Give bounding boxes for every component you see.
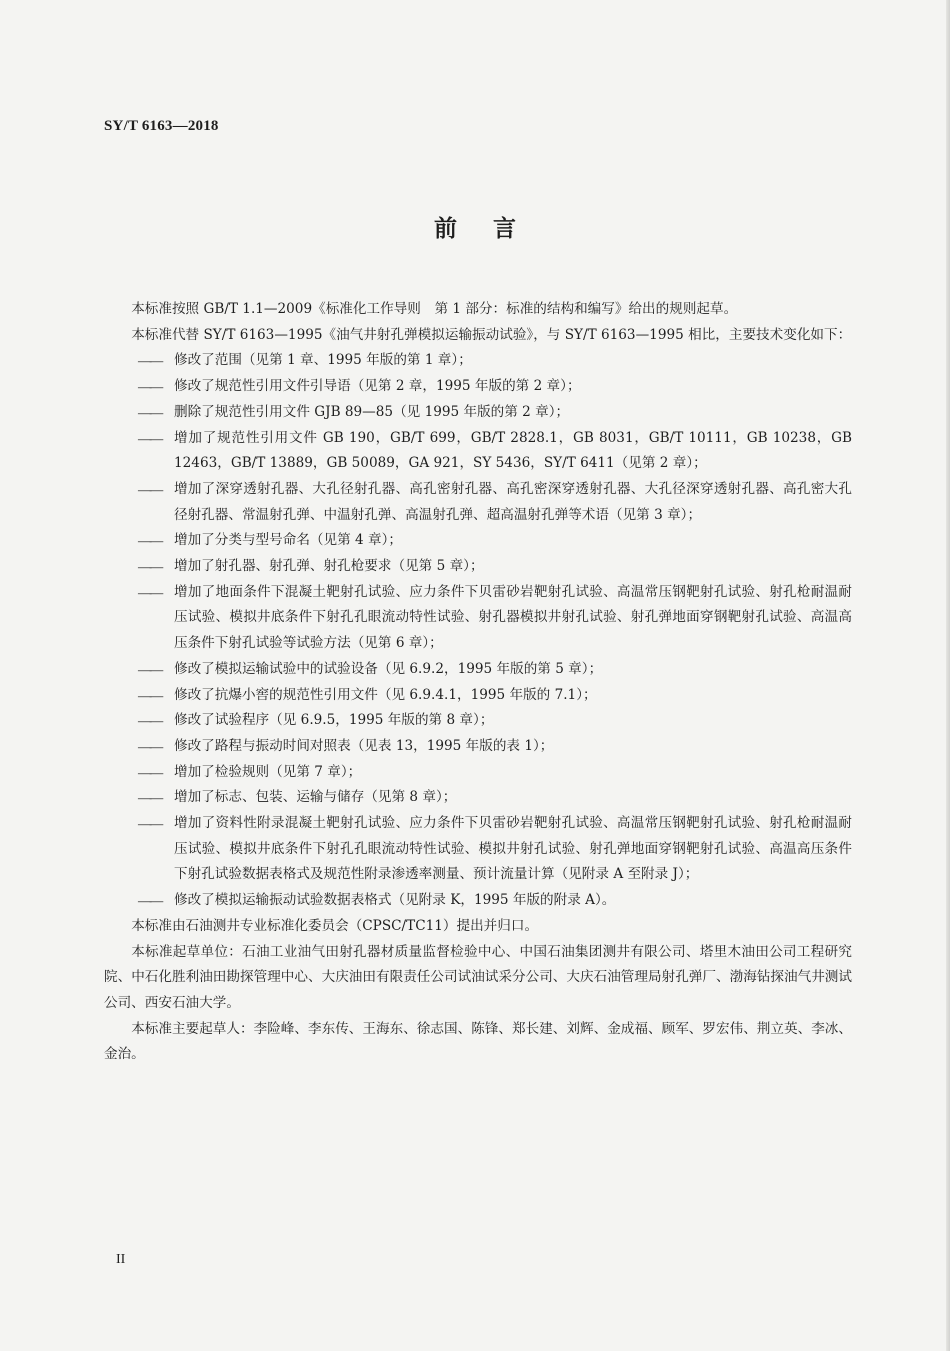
paragraph: 本标准按照 GB/T 1.1—2009《标准化工作导则 第 1 部分：标准的结构和编写》给出的规则起草。: [131, 301, 738, 317]
page-title: 前言: [434, 216, 552, 242]
list-item: —— 修改了规范性引用文件引导语（见第 2 章，1995 年版的第 2 章）；: [104, 374, 852, 400]
list-item: —— 修改了范围（见第 1 章、1995 年版的第 1 章）；: [104, 348, 852, 374]
list-item: —— 增加了标志、包装、运输与储存（见第 8 章）；: [104, 785, 852, 811]
list-item: —— 修改了抗爆小窖的规范性引用文件（见 6.9.4.1，1995 年版的 7.1）；: [104, 683, 852, 709]
dash-marker: ——: [138, 533, 162, 549]
list-item: —— 增加了射孔器、射孔弹、射孔枪要求（见第 5 章）；: [104, 554, 852, 580]
dash-marker: ——: [138, 816, 162, 832]
page-number: II: [116, 1252, 126, 1267]
dash-marker: ——: [138, 559, 162, 575]
paragraph: 本标准起草单位：石油工业油气田射孔器材质量监督检验中心、中国石油集团测井有限公司、塔里木油田公司工程研究院、中石化胜利油田勘探管理中心、大庆油田有限责任公司试油试采分公司、大庆石油管理局射孔弹厂、渤海钻探油气井测试公司、西安石油大学。: [104, 943, 852, 1011]
list-item: —— 删除了规范性引用文件 GJB 89—85（见 1995 年版的第 2 章）；: [104, 400, 852, 426]
scan-edge-shadow: [946, 0, 950, 1351]
list-item: —— 增加了资料性附录混凝土靶射孔试验、应力条件下贝雷砂岩靶射孔试验、高温常压钢靶射孔试验、射孔枪耐温耐压试验、模拟井底条件下射孔孔眼流动特性试验、模拟井射孔试验、射孔弹地面穿钢靶射孔试验、高温高压条件下射孔试验数据表格式及规范性附录渗透率测量、预计流量计算（见附录 A 至附录 J）；: [104, 811, 852, 888]
dash-marker: ——: [138, 379, 162, 395]
dash-marker: ——: [138, 661, 162, 677]
dash-marker: ——: [138, 584, 162, 600]
dash-marker: ——: [138, 893, 162, 909]
dash-marker: ——: [138, 790, 162, 806]
standard-code: SY/T 6163—2018: [104, 118, 219, 134]
dash-marker: ——: [138, 738, 162, 754]
dash-marker: ——: [138, 687, 162, 703]
dash-marker: ——: [138, 481, 162, 497]
list-item: —— 修改了路程与振动时间对照表（见表 13，1995 年版的表 1）；: [104, 734, 852, 760]
dash-marker: ——: [138, 764, 162, 780]
change-list: [104, 348, 852, 913]
paragraph: 本标准主要起草人：李险峰、李东传、王海东、徐志国、陈锋、郑长建、刘辉、金成福、顾军、罗宏伟、荆立英、李冰、金治。: [104, 1020, 852, 1063]
dash-marker: ——: [138, 713, 162, 729]
list-item: —— 增加了地面条件下混凝土靶射孔试验、应力条件下贝雷砂岩靶射孔试验、高温常压钢靶射孔试验、射孔枪耐温耐压试验、模拟井底条件下射孔孔眼流动特性试验、射孔器模拟井射孔试验、射孔弹地面穿钢靶射孔试验、高温高压条件下射孔试验等试验方法（见第 6 章）；: [104, 580, 852, 657]
paragraph: 本标准由石油测井专业标准化委员会（CPSC/TC11）提出并归口。: [131, 917, 539, 934]
list-item: —— 增加了深穿透射孔器、大孔径射孔器、高孔密射孔器、高孔密深穿透射孔器、大孔径深穿透射孔器、高孔密大孔径射孔器、常温射孔弹、中温射孔弹、高温射孔弹、超高温射孔弹等术语（见第 3 章）；: [104, 477, 852, 528]
list-item: —— 增加了规范性引用文件 GB 190，GB/T 699，GB/T 2828.1，GB 8031，GB/T 10111，GB 10238，GB 12463，GB/T 13889，GB 50089，GA 921，SY 5436，SY/T 6411（见第 2 章）；: [104, 426, 852, 477]
dash-marker: ——: [138, 404, 162, 420]
list-item: —— 修改了模拟运输试验中的试验设备（见 6.9.2，1995 年版的第 5 章）；: [104, 657, 852, 683]
dash-marker: ——: [138, 430, 162, 446]
foreword-body: [104, 297, 852, 1068]
dash-marker: ——: [138, 353, 162, 369]
list-item: —— 修改了试验程序（见 6.9.5，1995 年版的第 8 章）；: [104, 708, 852, 734]
list-item: —— 增加了分类与型号命名（见第 4 章）；: [104, 528, 852, 554]
list-item: —— 增加了检验规则（见第 7 章）；: [104, 760, 852, 786]
list-item: —— 修改了模拟运输振动试验数据表格式（见附录 K，1995 年版的附录 A）。: [104, 888, 852, 914]
paragraph: 本标准代替 SY/T 6163—1995《油气井射孔弹模拟运输振动试验》，与 SY/T 6163—1995 相比，主要技术变化如下：: [131, 326, 852, 343]
